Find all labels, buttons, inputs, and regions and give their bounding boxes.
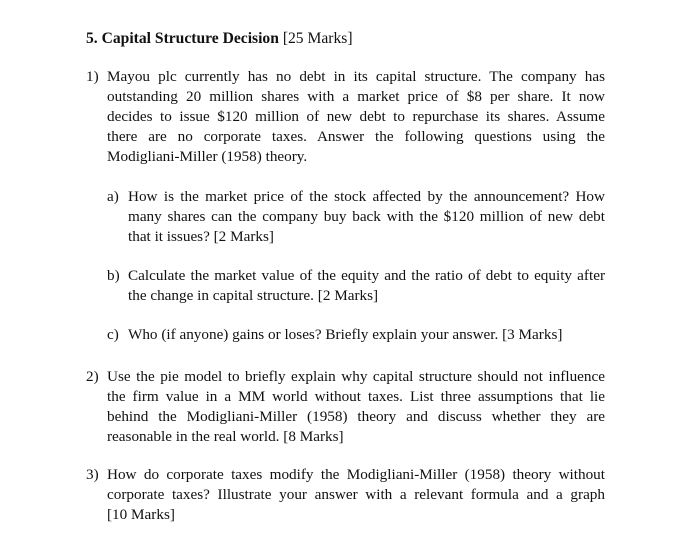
- subquestion-line: Who (if anyone) gains or loses? Briefly explain your answer. [3 Marks]: [128, 326, 563, 343]
- question-line: How do corporate taxes modify the Modigliani-Miller (1958) theory without: [107, 466, 605, 483]
- section-heading: [86, 29, 353, 49]
- subquestion-line: that it issues? [2 Marks]: [128, 228, 274, 245]
- question-2: [86, 367, 605, 447]
- subquestion-1a: [107, 187, 605, 247]
- subquestion-1b: [107, 266, 605, 306]
- question-line: [10 Marks]: [107, 506, 175, 523]
- question-line: Use the pie model to briefly explain why capital structure should not influence: [107, 368, 605, 385]
- question-line: Modigliani-Miller (1958) theory.: [107, 148, 308, 165]
- question-line: behind the Modigliani-Miller (1958) theory and discuss whether they are: [107, 408, 605, 425]
- subquestion-line: the change in capital structure. [2 Marks]: [128, 287, 379, 304]
- question-number: 3): [86, 466, 99, 483]
- subquestion-line: Calculate the market value of the equity and the ratio of debt to equity after: [128, 267, 605, 284]
- section-number: 5.: [86, 30, 98, 47]
- question-line: the firm value in a MM world without taxes. List three assumptions that lie: [107, 388, 605, 405]
- question-line: outstanding 20 million shares with a market price of $8 per share. It now: [107, 88, 605, 105]
- subquestion-line: many shares can the company buy back with the $120 million of new debt: [128, 208, 605, 225]
- section-marks: [25 Marks]: [282, 30, 353, 47]
- subquestion-number: a): [107, 188, 119, 205]
- question-line: there are no corporate taxes. Answer the following questions using the: [107, 128, 605, 145]
- subquestion-number: c): [107, 326, 119, 343]
- section-title: Capital Structure Decision: [101, 30, 279, 47]
- question-line: Mayou plc currently has no debt in its capital structure. The company has: [107, 68, 605, 85]
- question-line: corporate taxes? Illustrate your answer with a relevant formula and a graph: [107, 486, 605, 503]
- question-text: [107, 67, 605, 167]
- question-line: reasonable in the real world. [8 Marks]: [107, 428, 344, 445]
- question-1: [86, 67, 605, 167]
- question-number: 1): [86, 68, 99, 85]
- question-text: [107, 465, 605, 525]
- subquestion-number: b): [107, 267, 120, 284]
- question-number: 2): [86, 368, 99, 385]
- subquestion-text: [128, 325, 605, 345]
- question-text: [107, 367, 605, 447]
- subquestion-text: [128, 266, 605, 306]
- subquestion-line: How is the market price of the stock affected by the announcement? How: [128, 188, 605, 205]
- question-line: decides to issue $120 million of new debt to repurchase its shares. Assume: [107, 108, 605, 125]
- subquestion-1c: [107, 325, 605, 345]
- question-3: [86, 465, 605, 525]
- subquestion-text: [128, 187, 605, 247]
